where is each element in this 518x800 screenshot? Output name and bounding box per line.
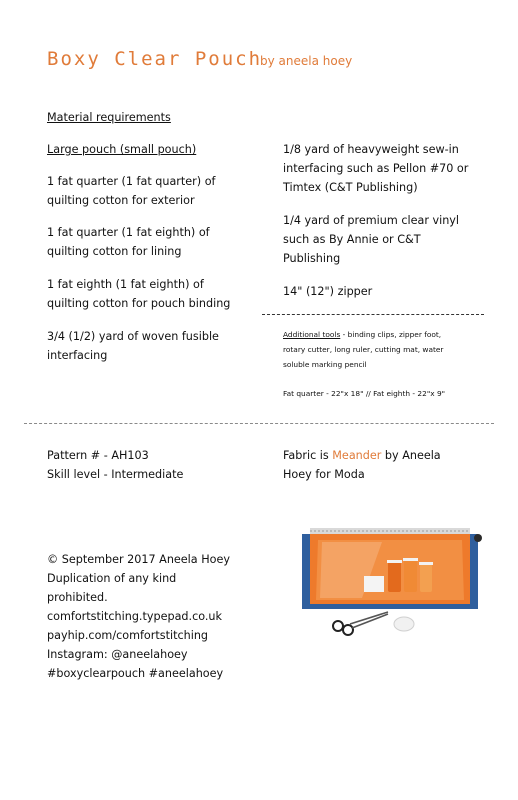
instagram-handle: Instagram: @aneelahoey [47,648,188,661]
section-divider [24,423,494,424]
fabric-suffix: by Aneela [381,449,441,462]
material-line: 1 fat eighth (1 fat eighth) of [47,278,204,291]
material-zipper: 14" (12") zipper [283,285,373,298]
material-line: 1/8 yard of heavyweight sew-in [283,143,459,156]
copyright-line: © September 2017 Aneela Hoey [47,553,230,566]
material-line: quilting cotton for lining [47,245,182,258]
tools-label: Additional tools [283,330,341,339]
tools-line-1 [283,327,443,342]
pattern-info [47,446,183,484]
pouch-photo [292,516,486,644]
material-line: 1 fat quarter (1 fat eighth) of [47,226,210,239]
dashed-rule [262,314,484,315]
skill-level: Skill level - Intermediate [47,468,184,481]
prohibited-line: prohibited. [47,591,108,604]
fabric-prefix: Fabric is [283,449,333,462]
tools-line-2: rotary cutter, long ruler, cutting mat, water [283,345,444,354]
additional-tools [283,327,443,372]
material-line: interfacing [47,349,108,362]
material-line: interfacing such as Pellon #70 or [283,162,469,175]
fabric-credit [283,446,441,484]
materials-heading: Material requirements [47,111,171,124]
material-line: such as By Annie or C&T [283,233,421,246]
material-line: Timtex (C&T Publishing) [283,181,418,194]
fabric-line-2: Hoey for Moda [283,468,365,481]
material-clear-vinyl [283,211,459,268]
material-sew-in-interfacing [283,140,468,197]
fabric-sizes: Fat quarter - 22"x 18" // Fat eighth - 22"x 9" [283,389,446,398]
size-subheading: Large pouch (small pouch) [47,143,197,156]
material-line: quilting cotton for exterior [47,194,195,207]
material-line: quilting cotton for pouch binding [47,297,231,310]
page-title: Boxy Clear Pouch [47,48,263,70]
blog-link: comfortstitching.typepad.co.uk [47,610,223,623]
material-line: 1 fat quarter (1 fat quarter) of [47,175,216,188]
material-line: 1/4 yard of premium clear vinyl [283,214,460,227]
fabric-name: Meander [332,449,382,462]
material-line: Publishing [283,252,341,265]
tools-text: - binding clips, zipper foot, [340,330,442,339]
material-lining [47,223,210,261]
duplication-line: Duplication of any kind [47,572,177,585]
shop-link: payhip.com/comfortstitching [47,629,209,642]
tools-line-3: soluble marking pencil [283,360,367,369]
material-interfacing [47,327,219,365]
material-binding [47,275,230,313]
author-byline: by aneela hoey [260,54,353,68]
copyright-block [47,550,230,683]
material-line: 3/4 (1/2) yard of woven fusible [47,330,219,343]
hashtags: #boxyclearpouch #aneelahoey [47,667,224,680]
pattern-number: Pattern # - AH103 [47,449,149,462]
material-exterior [47,172,215,210]
